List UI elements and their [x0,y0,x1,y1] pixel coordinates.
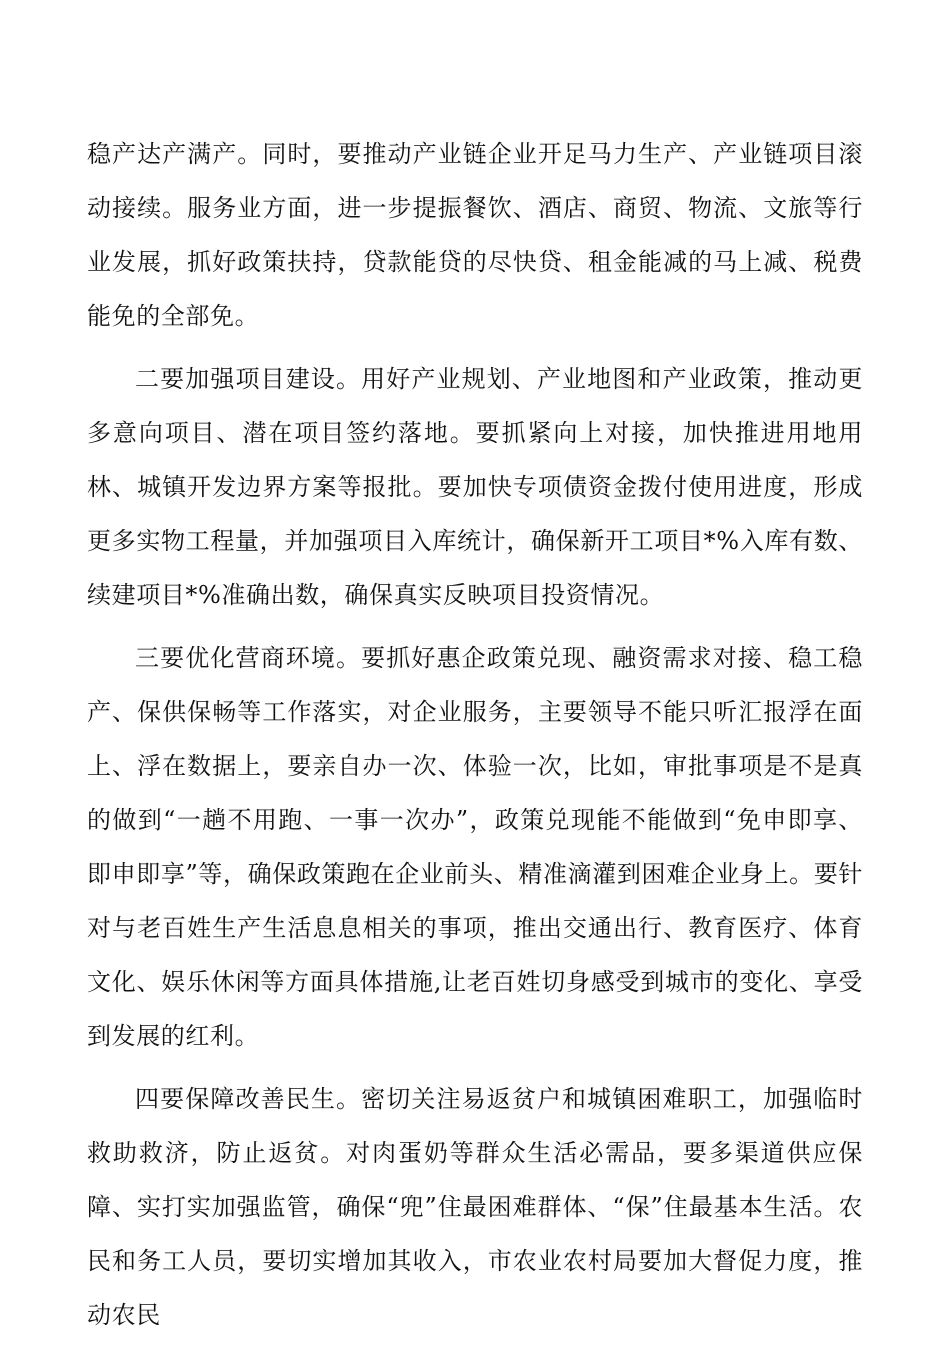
paragraph-project-construction: 二要加强项目建设。用好产业规划、产业地图和产业政策，推动更多意向项目、潜在项目签约落地。要抓紧向上对接，加快推进用地用林、城镇开发边界方案等报批。要加快专项债资金拨付使用进度，形成更多实物工程量，并加强项目入库统计，确保新开工项目*%入库有数、续建项目*%准确出数，确保真实反映项目投资情况。 [87,365,863,609]
paragraph-business-environment: 三要优化营商环境。要抓好惠企政策兑现、融资需求对接、稳工稳产、保供保畅等工作落实，对企业服务，主要领导不能只听汇报浮在面上、浮在数据上，要亲自办一次、体验一次，比如，审批事项是不是真的做到“一趟不用跑、一事一次办”，政策兑现能不能做到“免申即享、即申即享”等，确保政策跑在企业前头、精准滴灌到困难企业身上。要针对与老百姓生产生活息息相关的事项，推出交通出行、教育医疗、体育文化、娱乐休闲等方面具体措施,让老百姓切身感受到城市的变化、享受到发展的红利。 [87,644,863,1050]
paragraph-livelihood: 四要保障改善民生。密切关注易返贫户和城镇困难职工，加强临时救助救济，防止返贫。对肉蛋奶等群众生活必需品，要多渠道供应保障、实打实加强监管，确保“兜”住最困难群体、“保”住最基本生活。农民和务工人员，要切实增加其收入，市农业农村局要加大督促力度，推动农民 [87,1085,863,1329]
paragraph-continued-production: 稳产达产满产。同时，要推动产业链企业开足马力生产、产业链项目滚动接续。服务业方面，进一步提振餐饮、酒店、商贸、物流、文旅等行业发展，抓好政策扶持，贷款能贷的尽快贷、租金能减的马上减、税费能免的全部免。 [87,140,863,330]
document-body [87,127,863,1351]
